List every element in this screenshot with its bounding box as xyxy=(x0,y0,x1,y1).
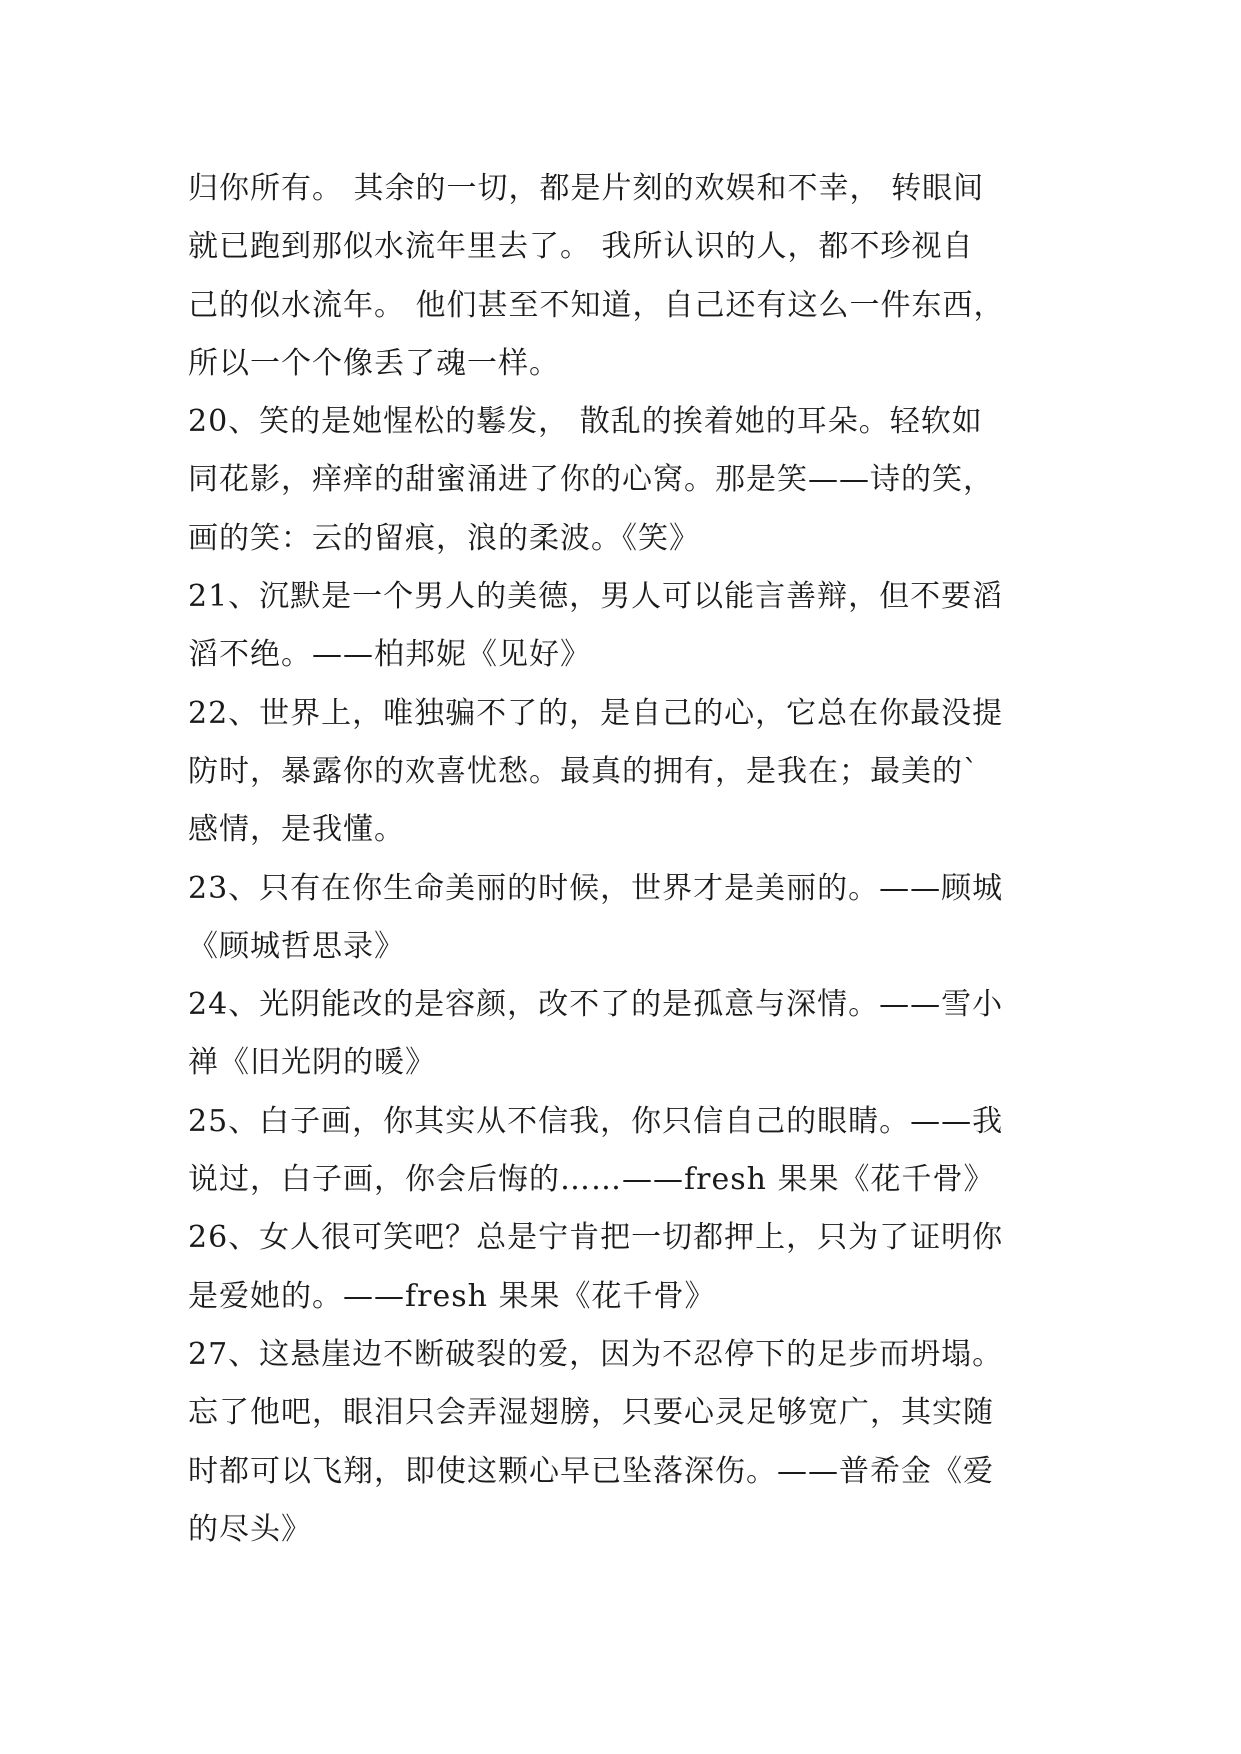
text-line: 22、世界上，唯独骗不了的，是自己的心，它总在你最没提 xyxy=(188,695,1004,731)
text-line: 的尽头》 xyxy=(188,1511,312,1547)
text-line: 23、只有在你生命美丽的时候，世界才是美丽的。——顾城 xyxy=(188,870,1004,906)
text-line: 25、白子画，你其实从不信我，你只信自己的眼睛。——我 xyxy=(188,1103,1004,1139)
text-line: 滔不绝。——柏邦妮《见好》 xyxy=(188,637,591,673)
text-line: 《顾城哲思录》 xyxy=(188,928,405,964)
text-line: 归你所有。 其余的一切，都是片刻的欢娱和不幸， 转眼间 xyxy=(188,171,985,206)
text-line: 时都可以飞翔，即使这颗心早已坠落深伤。——普希金《爱 xyxy=(188,1453,994,1489)
text-line: 所以一个个像丢了魂一样。 xyxy=(188,345,560,381)
text-line: 27、这悬崖边不断破裂的爱，因为不忍停下的足步而坍塌。 xyxy=(188,1336,1004,1372)
text-line: 21、沉默是一个男人的美德，男人可以能言善辩，但不要滔 xyxy=(188,579,1004,615)
text-line: 24、光阴能改的是容颜，改不了的是孤意与深情。——雪小 xyxy=(188,987,1004,1023)
text-line: 是爱她的。——fresh 果果《花千骨》 xyxy=(188,1278,716,1314)
text-line: 己的似水流年。 他们甚至不知道，自己还有这么一件东西， xyxy=(188,287,1005,323)
text-line: 同花影，痒痒的甜蜜涌进了你的心窝。那是笑——诗的笑， xyxy=(188,462,994,498)
text-line: 感情，是我懂。 xyxy=(188,812,405,848)
text-line: 画的笑：云的留痕，浪的柔波。《笑》 xyxy=(188,520,700,556)
text-line: 忘了他吧，眼泪只会弄湿翅膀，只要心灵足够宽广，其实随 xyxy=(188,1395,994,1431)
text-line: 20、笑的是她惺松的鬈发， 散乱的挨着她的耳朵。轻软如 xyxy=(188,404,983,440)
text-line: 防时，暴露你的欢喜忧愁。最真的拥有，是我在；最美的` xyxy=(188,753,979,789)
text-line: 26、女人很可笑吧？总是宁肯把一切都押上，只为了证明你 xyxy=(188,1220,1004,1256)
body-text xyxy=(188,160,1088,1559)
text-line: 就已跑到那似水流年里去了。 我所认识的人，都不珍视自 xyxy=(188,229,974,265)
text-line: 说过，白子画，你会后悔的……——fresh 果果《花千骨》 xyxy=(188,1162,995,1198)
text-line: 禅《旧光阴的暖》 xyxy=(188,1045,436,1081)
